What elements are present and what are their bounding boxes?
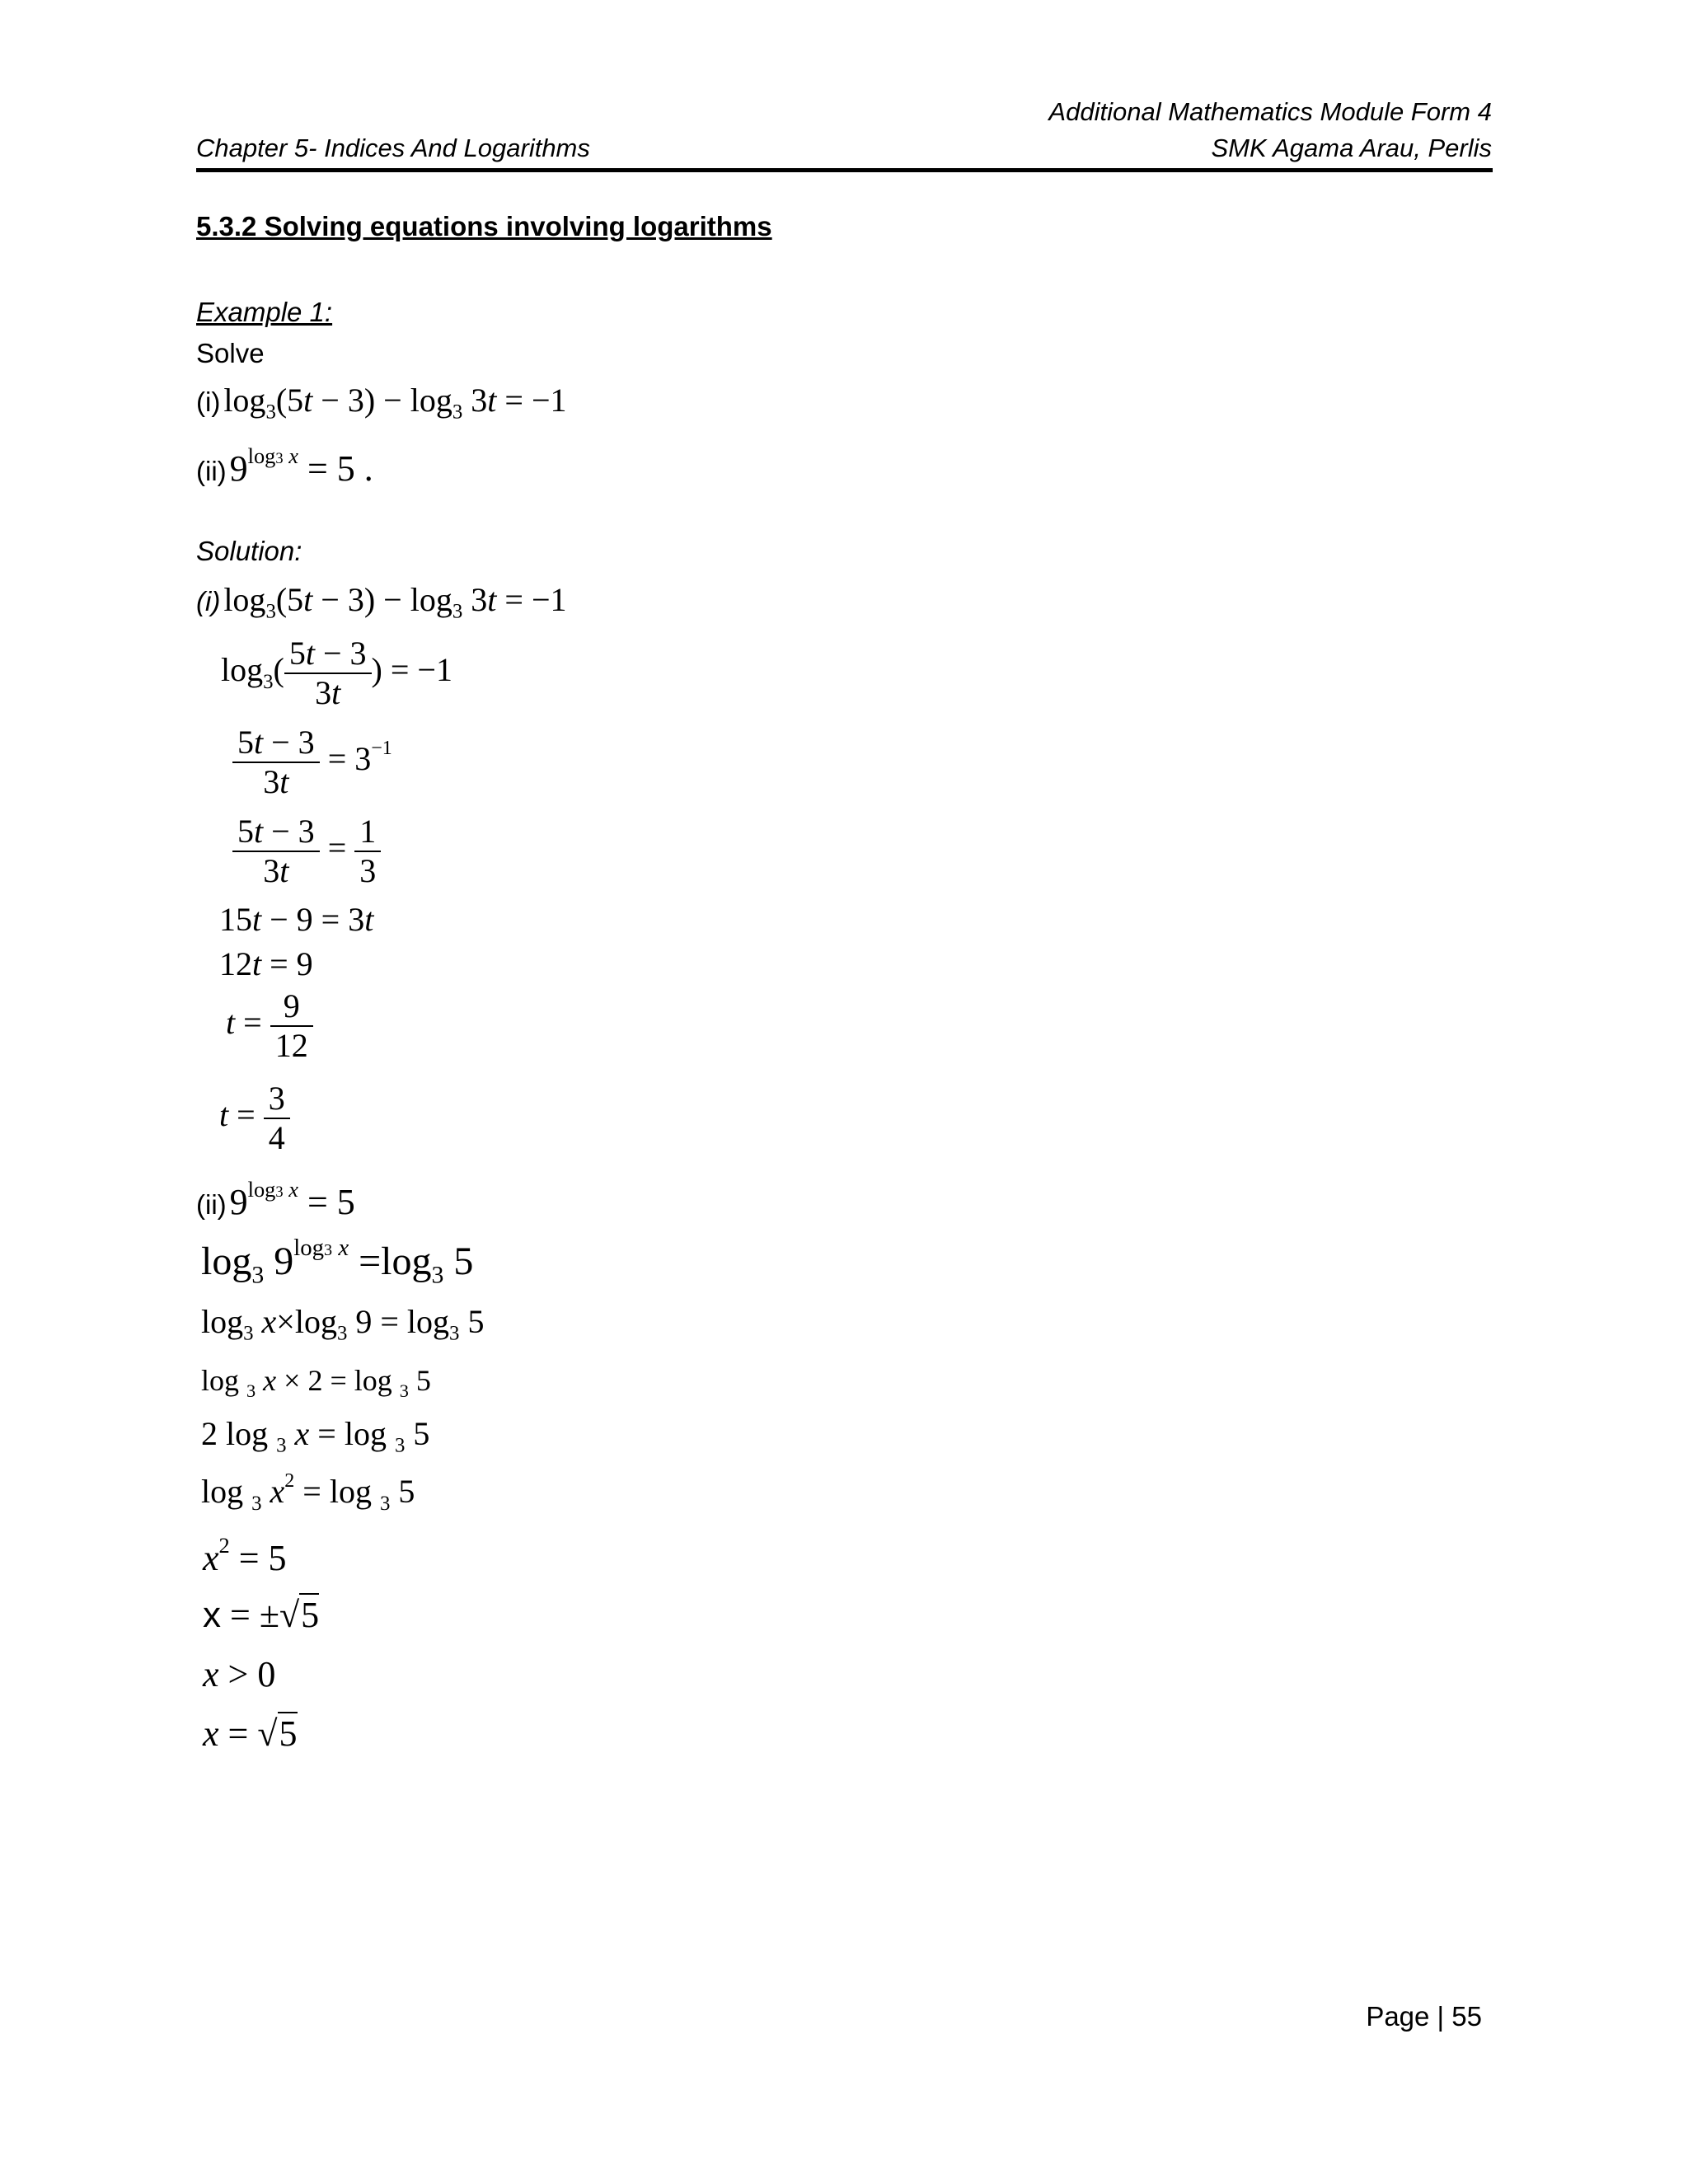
chapter-title: Chapter 5- Indices And Logarithms: [196, 134, 590, 162]
step-x-squared-log: log $_3$ $x^2 = \log _3$ 5: [201, 1470, 415, 1515]
step-exponential-form: $\frac{5t - 3}{3t}$ = $3^{-1}$: [232, 724, 392, 801]
step-fraction-form: $\frac{5t - 3}{3t}$ = $\frac{1}{3}$: [232, 813, 381, 890]
example-label: Example 1:: [196, 297, 333, 327]
step-log-quotient: $\log_3$( $\frac{5t - 3}{3t}$ ) = −1: [221, 635, 452, 711]
step-cross-multiply: 15t − 9 = 3t: [219, 901, 374, 938]
example-part-ii-label: (ii): [196, 456, 227, 487]
example-instruction: Solve: [196, 338, 265, 368]
step-simplify: 12t = 9: [219, 945, 313, 982]
solution-equation-i: $\log_3(5t - 3) - \log_3 3t = -1$: [223, 581, 567, 623]
x-symbol: x: [203, 1595, 221, 1635]
solution-part-i: [196, 580, 567, 624]
example-part-i: [196, 381, 567, 424]
step-coefficient: 2 log $_3$ x = log $_3$ 5: [201, 1415, 430, 1457]
step-x-squared: $x^2 = 5$: [203, 1533, 287, 1579]
example-equation-i: $\log_3(5t - 3) - \log_3 3t = -1$: [223, 382, 567, 424]
step-power-rule: $\log_3 x\times\log_3$ $9 = \log_3 5$: [201, 1303, 485, 1345]
step-t-answer: t = $\frac{3}{4}$: [219, 1080, 290, 1157]
solution-part-i-label: (i): [196, 586, 221, 616]
step-take-log: $\log_3 9^{log3 x} =\log_3$ 5: [201, 1235, 474, 1289]
example-equation-ii: $9^{log3 x} = 5$ .: [229, 443, 373, 490]
step-t-fraction: t = $\frac{9}{12}$: [226, 987, 313, 1065]
page-number: Page | 55: [1366, 2001, 1482, 2032]
module-title: Additional Mathematics Module Form 4: [1048, 97, 1492, 126]
section-title: 5.3.2 Solving equations involving logarithms: [196, 211, 772, 241]
step-plus-minus: x = ±√5: [203, 1595, 320, 1635]
step-log-nine: log $_3$ x × 2 = log $_3$ 5: [201, 1364, 431, 1401]
step-x-answer: x = √5: [203, 1713, 298, 1754]
step-positive-condition: x > 0: [203, 1654, 276, 1694]
solution-equation-ii: $9^{log3 x} = 5$: [229, 1177, 355, 1223]
solution-part-ii-label: (ii): [196, 1189, 227, 1221]
school-name: SMK Agama Arau, Perlis: [1211, 134, 1492, 162]
example-part-ii: [196, 443, 373, 490]
header-rule: [196, 168, 1493, 172]
solution-part-ii: [196, 1177, 355, 1223]
solution-label: Solution:: [196, 536, 302, 566]
example-part-i-label: (i): [196, 387, 221, 417]
